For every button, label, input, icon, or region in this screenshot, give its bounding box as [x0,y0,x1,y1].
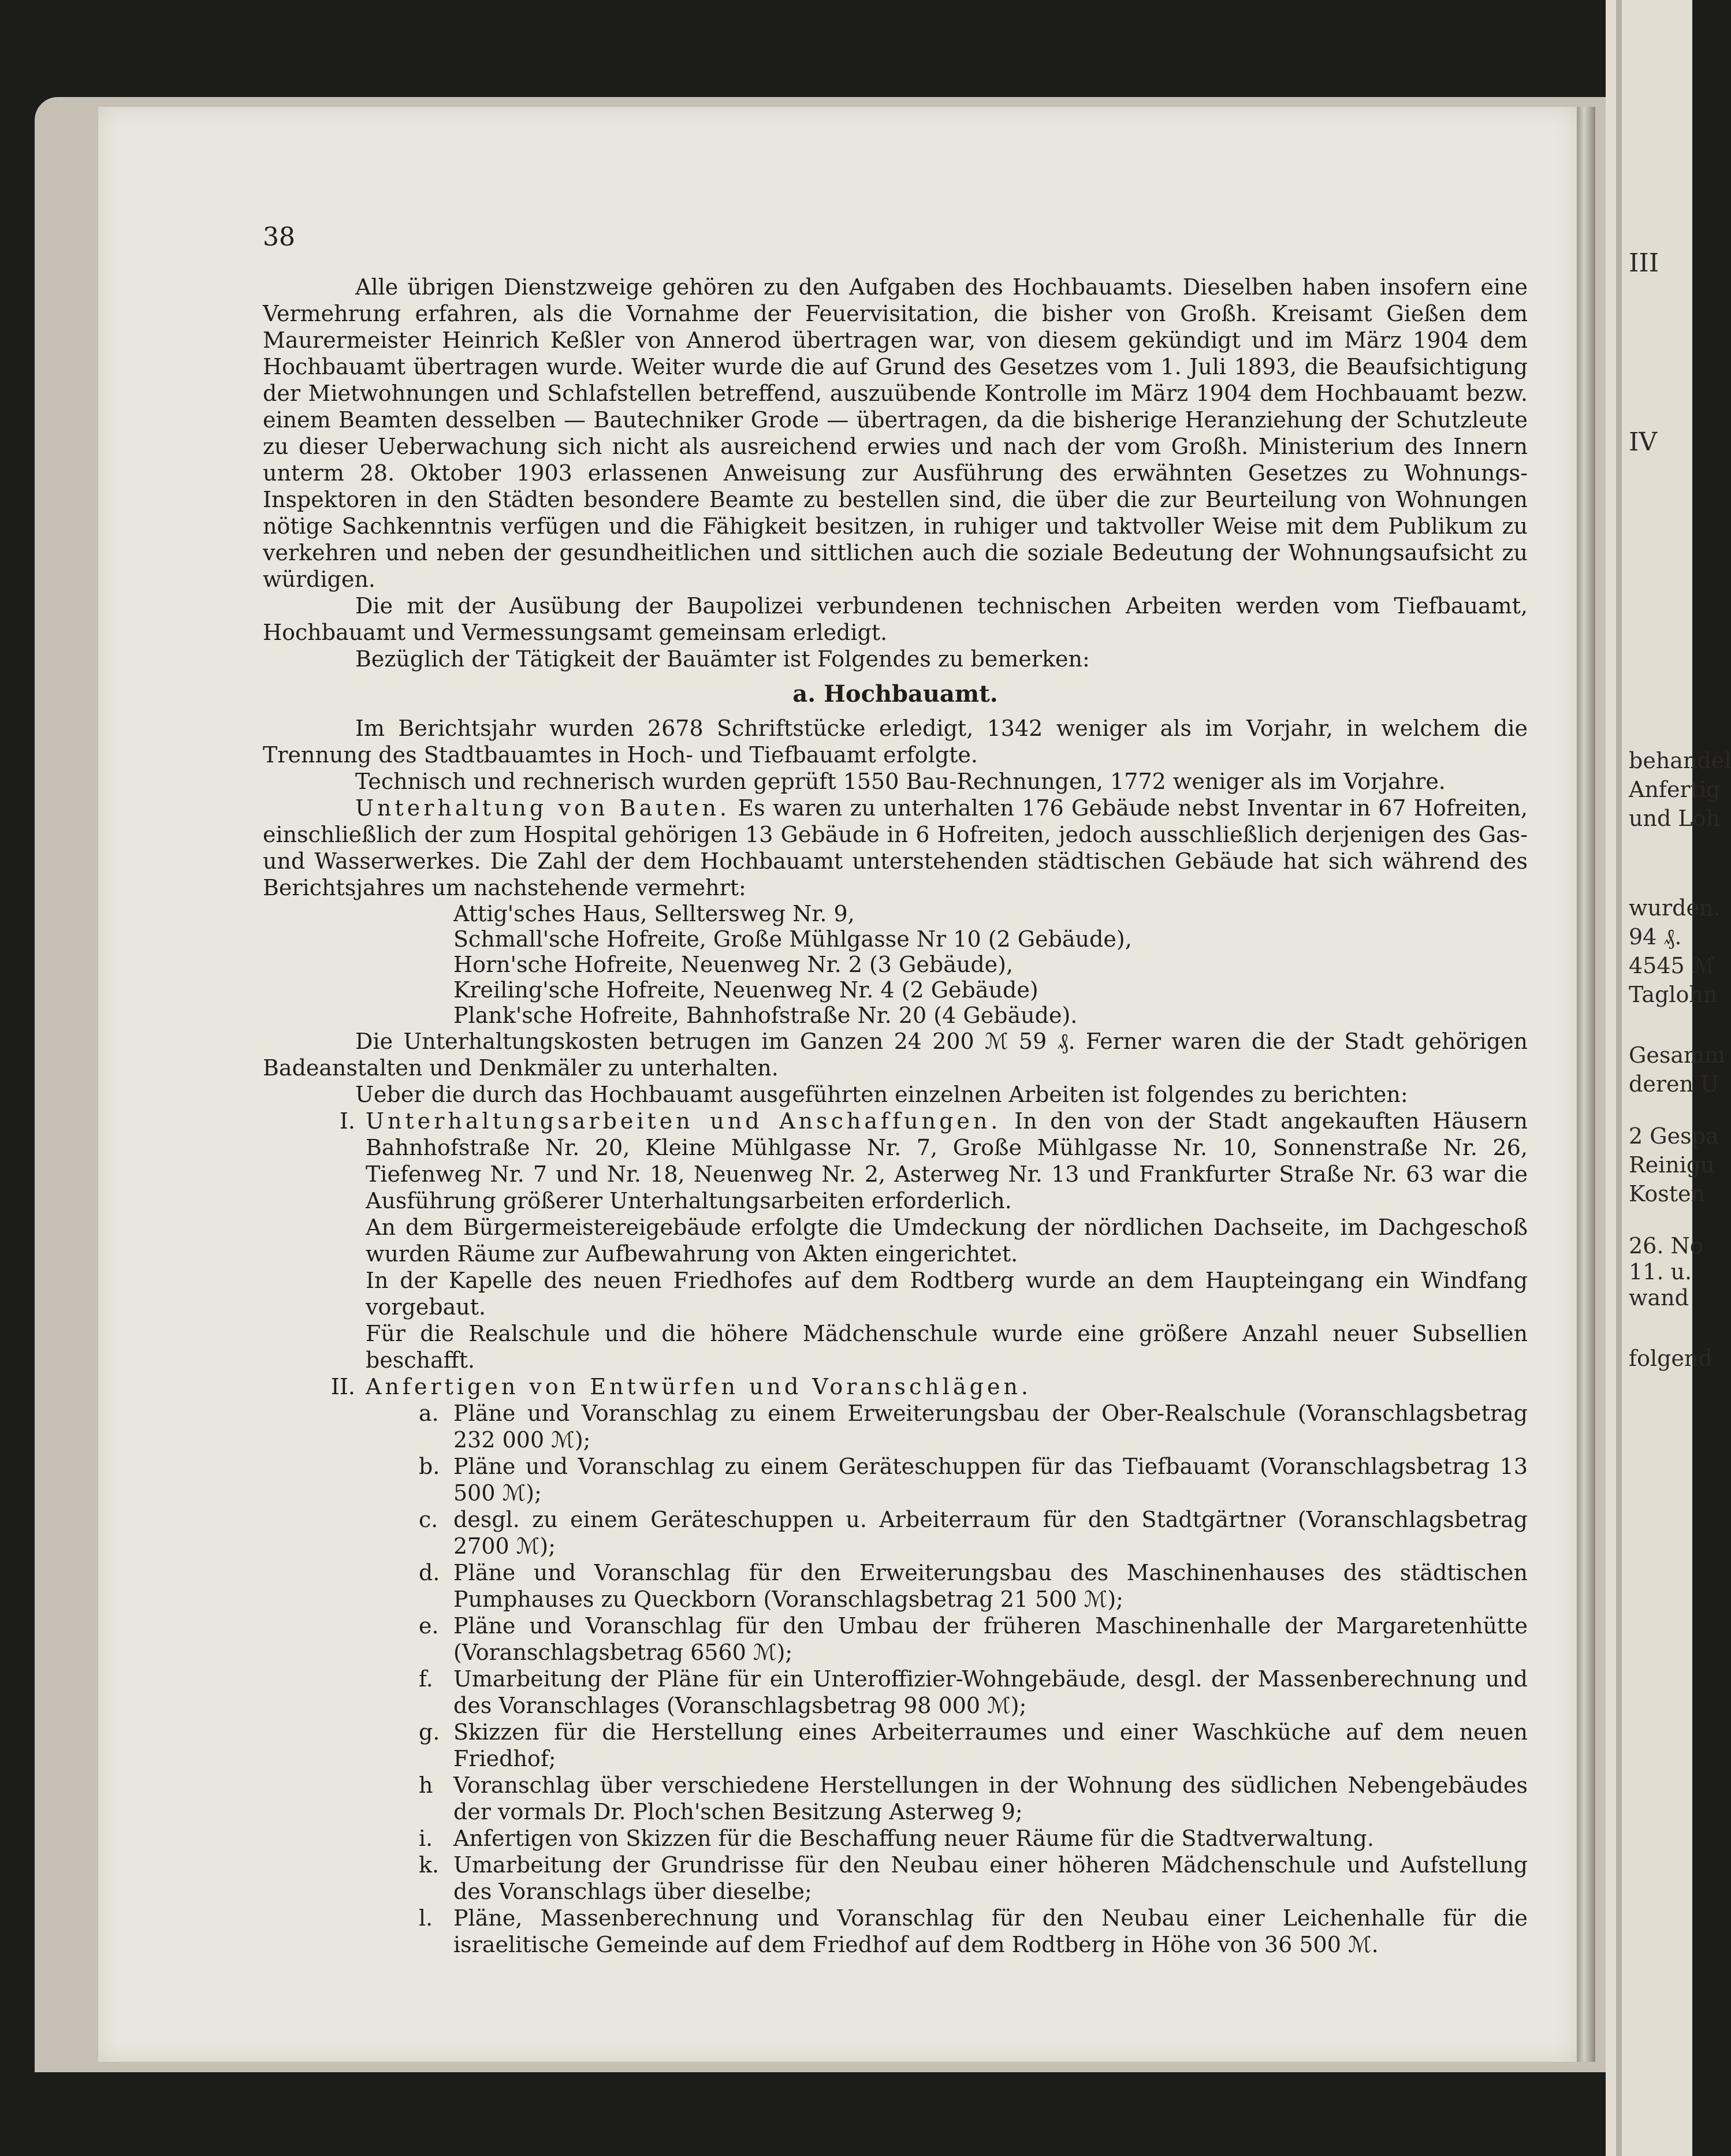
section-numeral: I. [339,1108,355,1134]
item-text: Pläne, Massenberechnung und Voranschlag für den Neubau einer Leichenhalle für die israelitische Gemeinde auf dem Friedhof auf dem Rodtberg in Höhe von 36 500 ℳ. [453,1905,1528,1957]
address-item: Attig'sches Haus, Selltersweg Nr. 9, [453,901,855,926]
list-item [419,1506,1528,1559]
address-item: Schmall'sche Hofreite, Große Mühlgasse Nr 10 (2 Gebäude), [453,926,1132,952]
right-page-fragment: III [1629,248,1659,278]
address-item: Plank'sche Hofreite, Bahnhofstraße Nr. 20 (4 Gebäude). [453,1003,1078,1028]
item-letter: f. [419,1666,433,1692]
section-text: An dem Bürgermeistereigebäude erfolgte die Umdeckung der nördlichen Dachseite, im Dachgeschoß wurden Räume zur Aufbewahrung von Akten eingerichtet. [366,1215,1528,1267]
right-page-fragment: Gesamm [1629,1042,1726,1068]
section-body [366,1108,1528,1373]
item-text: Skizzen für die Herstellung eines Arbeiterraumes und einer Waschküche auf dem neuen Friedhof; [453,1719,1528,1771]
item-text: Pläne und Voranschlag zu einem Geräteschuppen für das Tiefbauamt (Voranschlagsbetrag 13 500 ℳ); [453,1454,1528,1506]
right-page-fragment: Reinigu [1629,1152,1715,1178]
right-page-partial [1606,0,1731,2156]
list-item [419,1666,1528,1719]
unterhaltung-title: Unterhaltung von Bauten. [355,795,731,821]
right-page-fragment: 26. No [1629,1233,1703,1258]
item-letter: b. [419,1454,440,1479]
page-gutter [1577,107,1595,2062]
section-i-lead [366,1108,1528,1214]
item-letter: d. [419,1560,440,1585]
costs-paragraph: Die Unterhaltungskosten betrugen im Ganzen 24 200 ℳ 59 ₰. Ferner waren die der Stadt gehörigen Badeanstalten und Denkmäler zu unterhalten. [263,1029,1528,1081]
list-item [419,1559,1528,1613]
address-item: Kreiling'sche Hofreite, Neuenweg Nr. 4 (2 Gebäude) [453,977,1038,1003]
section-title: Unterhaltungsarbeiten und Anschaffungen. [366,1108,1002,1134]
item-text: Umarbeitung der Pläne für ein Unteroffizier-Wohngebäude, desgl. der Massenberechnung und des Voranschlages (Voranschlagsbetrag 98 000 ℳ); [453,1666,1528,1718]
item-letter: i. [419,1826,433,1851]
page-number: 38 [263,222,295,252]
section-numeral: II. [330,1374,355,1399]
list-item [419,1613,1528,1666]
item-letter: h [419,1773,433,1798]
list-item [419,1825,1528,1852]
intro-paragraph: Alle übrigen Dienstzweige gehören zu den Aufgaben des Hochbauamts. Dieselben haben insofern eine Vermehrung erfahren, als die Vornahme der Feuervisitation, die bisher von Großh. Kreisamt Gießen dem Maurermeister Heinrich Keßler von Annerod übertragen war, von diesem gekündigt und im März 1904 dem Hochbauamt übertragen wurde. Weiter wurde die auf Grund des Gesetzes vom 1. Juli 1893, die Beaufsichtigung der Mietwohnungen und Schlafstellen betreffend, auszuübende Kontrolle im März 1904 dem Hochbauamt bezw. einem Beamten desselben — Bautechniker Grode — übertragen, da die bisherige Heranziehung der Schutzleute zu dieser Ueberwachung sich nicht als ausreichend erwies und nach der vom Großh. Ministerium des Innern unterm 28. Oktober 1903 erlassenen Anweisung zur Ausführung des erwähnten Gesetzes zu Wohnungs-Inspektoren in den Städten besondere Beamte zu bestellen sind, die über die zur Beurteilung von Wohnungen nötige Sachkenntnis verfügen und die Fähigkeit besitzen, in ruhiger und taktvoller Weise mit dem Publikum zu verkehren und neben der gesundheitlichen und sittlichen auch die soziale Bedeutung der Wohnungsaufsicht zu würdigen. [263,274,1528,592]
intro-paragraph: Bezüglich der Tätigkeit der Bauämter ist Folgendes zu bemerken: [355,646,1090,672]
item-text: Voranschlag über verschiedene Herstellungen in der Wohnung des südlichen Nebengebäudes der vormals Dr. Ploch'schen Besitzung Asterweg 9; [453,1773,1528,1824]
intro-paragraph: Die mit der Ausübung der Baupolizei verbundenen technischen Arbeiten werden vom Tiefbauamt, Hochbauamt und Vermessungsamt gemeinsam erledigt. [263,593,1528,645]
item-letter: k. [419,1852,440,1878]
address-list [453,901,1528,1028]
right-page-fragment: und Loh [1629,806,1720,831]
item-text: Pläne und Voranschlag für den Erweiterungsbau des Maschinenhauses des städtischen Pumphauses zu Queckborn (Voranschlagsbetrag 21 500 ℳ); [453,1560,1528,1612]
right-page-fragment: 94 ₰. [1629,924,1682,949]
section-i [263,1108,1528,1373]
item-letter: g. [419,1719,440,1745]
section-ii [263,1373,1528,1400]
section-body [366,1373,1528,1400]
item-text: desgl. zu einem Geräteschuppen u. Arbeiterraum für den Stadtgärtner (Voranschlagsbetrag 2700 ℳ); [453,1507,1528,1559]
list-item [419,1719,1528,1772]
right-page-fragment: 4545 ℳ [1629,953,1715,978]
section-title: Anfertigen von Entwürfen und Voranschlägen. [366,1374,1032,1399]
report-intro: Ueber die durch das Hochbauamt ausgeführten einzelnen Arbeiten ist folgendes zu berichten: [355,1082,1408,1107]
section-heading: a. Hochbauamt. [792,680,998,708]
item-text: Pläne und Voranschlag zu einem Erweiterungsbau der Ober-Realschule (Voranschlagsbetrag 232 000 ℳ); [453,1401,1528,1453]
address-item: Horn'sche Hofreite, Neuenweg Nr. 2 (3 Gebäude), [453,952,1014,977]
body-paragraph: Im Berichtsjahr wurden 2678 Schriftstücke erledigt, 1342 weniger als im Vorjahr, in welchem die Trennung des Stadtbauamtes in Hoch- und Tiefbauamt erfolgte. [263,716,1528,768]
unterhaltung-text: Es waren zu unterhalten 176 Gebäude nebst Inventar in 67 Hofreiten, einschließlich der zum Hospital gehörigen 13 Gebäude in 6 Hofreiten, jedoch ausschließlich derjenigen des Gas- und Wasserwerkes. Die Zahl der dem Hochbauamt unterstehenden städtischen Gebäude hat sich während des Berichtsjahres um nachstehende vermehrt: [263,795,1528,900]
section-text: Für die Realschule und die höhere Mädchenschule wurde eine größere Anzahl neuer Subsellien beschafft. [366,1321,1528,1373]
list-item [419,1453,1528,1506]
item-letter: c. [419,1507,438,1532]
section-text: In der Kapelle des neuen Friedhofes auf dem Rodtberg wurde an dem Haupteingang ein Windfang vorgebaut. [366,1268,1528,1320]
unterhaltung-paragraph [263,795,1528,901]
right-page-fragment: 11. u. [1629,1259,1692,1284]
body-paragraph: Technisch und rechnerisch wurden geprüft 1550 Bau-Rechnungen, 1772 weniger als im Vorjahre. [355,769,1446,794]
list-item [419,1852,1528,1905]
page-content [263,222,1528,1958]
right-page-fragment: Taglohn [1629,982,1718,1007]
right-page-fragment: IV [1629,427,1658,457]
item-letter: l. [419,1905,433,1931]
right-page-fragment: deren U [1629,1071,1719,1097]
item-text: Umarbeitung der Grundrisse für den Neubau einer höheren Mädchenschule und Aufstellung des Voranschlags über dieselbe; [453,1852,1528,1904]
right-page-fragment: behandel [1629,748,1731,773]
item-list [419,1400,1528,1958]
right-page-fragment: Anfertig [1629,777,1721,802]
list-item [419,1905,1528,1958]
right-page-fragment: 2 Gespa [1629,1123,1719,1149]
list-item [419,1772,1528,1825]
item-letter: a. [419,1401,439,1426]
right-page-fragment: folgend [1629,1346,1713,1371]
item-letter: e. [419,1613,439,1639]
right-page-fragment: Kosten [1629,1181,1705,1207]
right-page-fragment: wurden. [1629,895,1721,921]
section-text: In den von der Stadt angekauften Häusern Bahnhofstraße Nr. 20, Kleine Mühlgasse Nr. 7, Große Mühlgasse Nr. 10, Sonnenstraße Nr. 26, Tiefenweg Nr. 7 und Nr. 18, Neuenweg Nr. 2, Asterweg Nr. 13 und Frankfurter Straße Nr. 63 war die Ausführung größerer Unterhaltungsarbeiten erforderlich. [366,1108,1528,1213]
right-page-fragment: wand [1629,1285,1689,1310]
item-text: Anfertigen von Skizzen für die Beschaffung neuer Räume für die Stadtverwaltung. [453,1826,1374,1851]
list-item [419,1400,1528,1453]
right-page-edge [1616,0,1622,2156]
item-text: Pläne und Voranschlag für den Umbau der früheren Maschinenhalle der Margaretenhütte (Voranschlagsbetrag 6560 ℳ); [453,1613,1528,1665]
